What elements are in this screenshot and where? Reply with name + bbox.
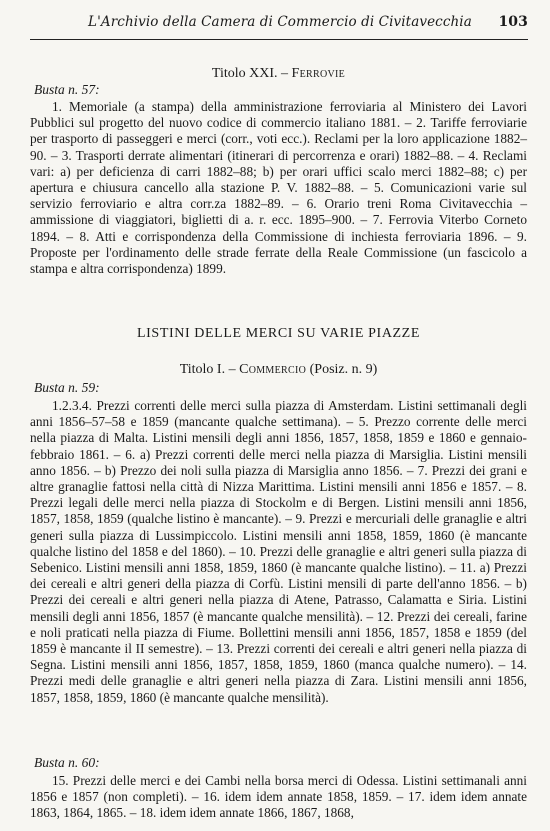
running-title: L'Archivio della Camera di Commercio di Civitavecchia (88, 14, 472, 30)
busta-label: Busta n. 59: (34, 380, 100, 395)
busta-label: Busta n. 57: (34, 82, 100, 97)
busta-label: Busta n. 60: (34, 755, 100, 770)
title-name: Ferrovie (291, 66, 346, 81)
title-prefix: Titolo XXI. – (211, 66, 289, 81)
body-paragraph (30, 99, 527, 277)
section-heading: LISTINI DELLE MERCI SU VARIE PIAZZE (137, 326, 420, 341)
title-prefix: Titolo I. – (179, 362, 236, 377)
title-name: Commercio (239, 362, 307, 377)
body-paragraph (30, 398, 527, 706)
section-title-ferrovie (30, 66, 527, 82)
body-paragraph (30, 773, 527, 822)
paragraph-text: 1. Memoriale (a stampa) della amministrazione ferroviaria al Ministero dei Lavori Pubblici sul progetto del nuovo codice di commercio italiano 1881. – 2. Tariffe ferroviarie per trasporto di passeggeri e merci (corr., voti ecc.). Reclami per la loro applicazione 1882–90. – 3. Trasporti derrate alimentari (itinerari di percorrenza e orari) 1882–88. – 4. Reclami vari: a) per deficienza di carri 1882–88; b) per orari uffici scalo merci 1882–88; c) per apertura e chiusura cancello alla stazione P. V. 1882–88. – 5. Comunicazioni varie sul servizio ferroviario e altra corr.za 1882–89. – 6. Orario treni Roma Civitavecchia – ammissione di viaggiatori, biglietti di a. r. ecc. 1895–900. – 7. Ferrovia Viterbo Corneto 1894. – 8. Atti e corrispondenza della Commissione di inchiesta ferroviaria 1896. – 9. Proposte per l'ordinamento delle strade ferrate della Reale Commissione (un fascicolo a stampa e altra corrispondenza) 1899. (30, 99, 527, 277)
header-rule (30, 39, 528, 40)
running-header (88, 14, 528, 30)
paragraph-text: 1.2.3.4. Prezzi correnti delle merci sulla piazza di Amsterdam. Listini settimanali degli anni 1856–57–58 e 1859 (mancante qualche settimana). – 5. Prezzo corrente delle merci nella piazza di Malta. Listini mensili degli anni 1856, 1857, 1858, 1859 e 1860 e gennaio-febbraio 1861. – 6. a) Prezzi correnti delle merci nella piazza di Marsiglia. Listini mensili anno 1856. – b) Prezzo dei noli sulla piazza di Marsiglia anno 1856. – 7. Prezzi dei grani e altre granaglie fattosi nella città di Nizza Marittima. Listini mensili anni 1856 e 1857. – 8. Prezzi legali delle merci nella piazza di Stockolm e di Bergen. Listini mensili anni 1856, 1857, 1858, 1859 (qualche listino è mancante). – 9. Prezzi e mercuriali delle granaglie e altri generi sulla piazza di Lussimpiccolo. Listini mensili anni 1858, 1859, 1860 (è mancante qualche listino del 1858 e del 1860). – 10. Prezzi delle granaglie e altri generi sulla piazza di Sebenico. Listini mensili anni 1858, 1859, 1860 (è mancante qualche listino). – 11. a) Prezzi dei cereali e altri generi della piazza di Corfù. Listini mensili di parte dell'anno 1856. – b) Prezzi dei cereali e altri generi nella piazza di Atene, Patrasso, Calamatta e Siria. Listini mensili degli anni 1856, 1857 (è mancante qualche mensilità). – 12. Prezzi dei cereali, farine e noli praticati nella piazza di Fiume. Bollettini mensili anni 1856, 1857, 1858 e 1859 (del 1859 è mancante il II semestre). – 13. Prezzi correnti dei cereali e altri generi nella piazza di Segna. Listini mensili anni 1856, 1857, 1858, 1859, 1860 (manca qualche numero). – 14. Prezzi medi delle granaglie e altri generi nella piazza di Zara. Listini mensili anni 1856, 1857, 1858, 1859, 1860 (è mancante qualche mensilità). (30, 398, 527, 705)
paragraph-text: 15. Prezzi delle merci e dei Cambi nella borsa merci di Odessa. Listini settimanali anni 1856 e 1857 (non completi). – 16. idem idem annate 1858, 1859. – 17. idem idem annate 1863, 1864, 1865. – 18. idem idem annate 1866, 1867, 1868, (30, 773, 527, 821)
section-title-commercio (30, 362, 527, 378)
title-suffix: (Posiz. n. 9) (309, 362, 378, 377)
page-number: 103 (498, 14, 528, 30)
